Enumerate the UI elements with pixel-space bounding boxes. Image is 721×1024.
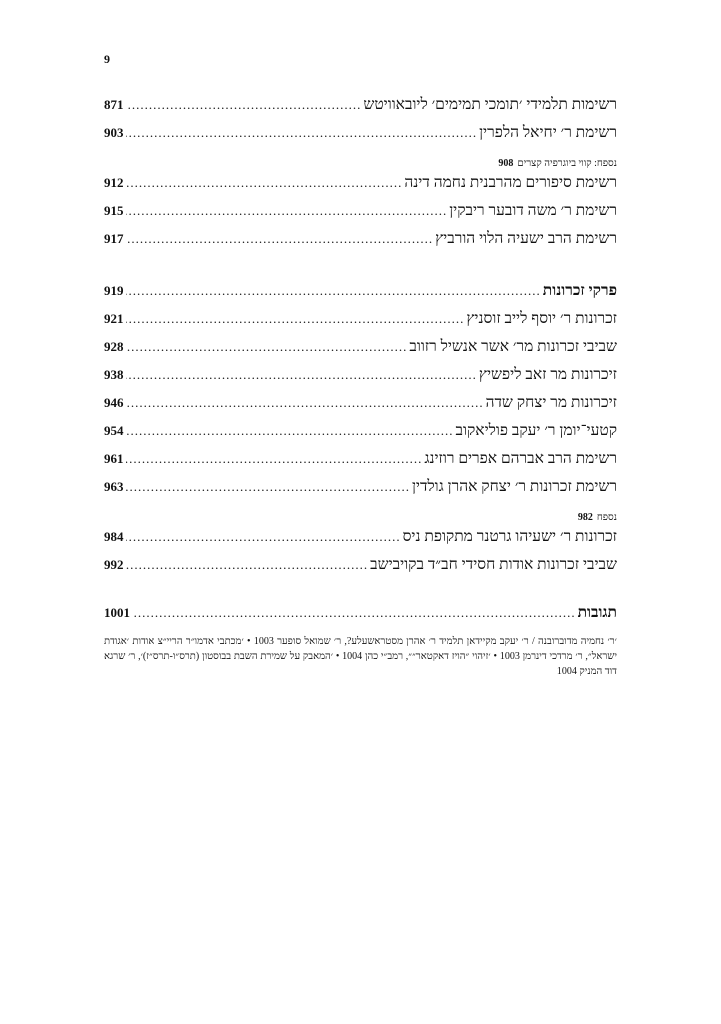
dot-leader xyxy=(126,339,408,355)
toc-entry[interactable] xyxy=(104,230,617,258)
dot-leader xyxy=(126,423,454,439)
toc-entry-page: 984 xyxy=(104,529,124,544)
section-spacer xyxy=(104,258,617,282)
toc-entry-title: רשימות תלמידי ׳תומכי תמימים׳ ליובאוויטש xyxy=(363,96,617,113)
toc-entry-title: רשימת הרב ישעיה הלוי הורביץ xyxy=(435,230,617,247)
toc-entry[interactable] xyxy=(104,394,617,422)
toc-addendum[interactable] xyxy=(104,506,617,528)
dot-leader xyxy=(126,97,362,113)
toc-entry[interactable] xyxy=(104,366,617,394)
toc-section-page: 919 xyxy=(104,283,124,298)
page-number: 9 xyxy=(104,52,110,66)
toc-entry[interactable] xyxy=(104,478,617,506)
dot-leader xyxy=(126,283,541,299)
toc-entry-page: 912 xyxy=(104,175,124,190)
toc-entry-title: רשימת הרב אברהם אפרים רוזינג xyxy=(424,450,617,467)
toc-entry-page: 917 xyxy=(104,231,124,246)
toc-entry-page: 961 xyxy=(104,451,124,466)
toc-entry-page: 903 xyxy=(104,125,124,140)
toc-entry-page: 921 xyxy=(104,311,124,326)
toc-entry-title: זכרונות ר׳ ישעיהו גרטנר מתקופת ניס xyxy=(402,528,617,545)
toc-entry[interactable] xyxy=(104,174,617,202)
dot-leader xyxy=(126,367,477,383)
toc-entry-page: 963 xyxy=(104,479,124,494)
toc-addendum[interactable] xyxy=(104,152,617,174)
toc-addendum-label: נספח: קווי ביוגרפיה קצרים xyxy=(517,157,617,169)
toc-entry[interactable] xyxy=(104,96,617,124)
dot-leader xyxy=(132,605,576,621)
dot-leader xyxy=(126,479,410,495)
dot-leader xyxy=(126,557,369,573)
responses-list: ׳ר׳ נחמיה מדוברובנה / ר׳ יעקב מקיידאן תלמיד ר׳ אהרן מסטראשעלע?, ר׳ שמואל סופער 1003 • ׳מכתבי אדמו״ר הריי״צ אודות ׳אגודת ישראל״, ר׳ מרדכי דינרמן 1003 • ׳זיהוי ״הויז דאקטאר״״, רמב״י כהן 1004 • ׳המאבק על שמירת השבת בבוסטון (תרס״ו-תרס״ז)׳, ר׳ שרגא דוד המניק 1004 xyxy=(104,636,617,677)
table-of-contents xyxy=(104,96,617,679)
toc-entry-page: 992 xyxy=(104,557,124,572)
toc-entry-title: קטעי־יומן ר׳ יעקב פוליאקוב xyxy=(455,422,617,439)
toc-entry[interactable] xyxy=(104,338,617,366)
toc-entry-title: רשימת סיפורים מהרבנית נחמה דינה xyxy=(404,174,617,191)
toc-entry-page: 871 xyxy=(104,97,124,112)
dot-leader xyxy=(126,125,478,141)
toc-entry-title: שביבי זכרונות אודות חסידי חב״ד בקויבישב xyxy=(370,556,617,573)
toc-entry-page: 938 xyxy=(104,367,124,382)
toc-entry-title: רשימת ר׳ יחיאל הלפרין xyxy=(479,124,617,141)
toc-entry-title: רשימת ר׳ משה דובער ריבקין xyxy=(449,202,617,219)
dot-leader xyxy=(126,529,401,545)
toc-section-title: פרקי זכרונות xyxy=(542,282,617,299)
toc-entry-title: זיכרונות מר יצחק שדה xyxy=(485,394,617,411)
toc-entry-title: רשימת זכרונות ר׳ יצחק אהרן גולדין xyxy=(411,478,617,495)
dot-leader xyxy=(126,203,448,219)
toc-entry-title: שביבי זכרונות מר׳ אשר אנשיל רזווב xyxy=(409,338,617,355)
toc-addendum-label: נספח xyxy=(596,511,617,523)
toc-addendum-page: 982 xyxy=(577,511,593,523)
toc-entry[interactable] xyxy=(104,202,617,230)
dot-leader xyxy=(126,175,403,191)
toc-entry-page: 946 xyxy=(104,395,124,410)
toc-entry-page: 915 xyxy=(104,203,124,218)
dot-leader xyxy=(126,451,423,467)
toc-entry-page: 928 xyxy=(104,339,124,354)
toc-entry[interactable] xyxy=(104,556,617,584)
toc-entry-title: זיכרונות מר זאב ליפשיץ xyxy=(478,366,617,383)
toc-section-responses[interactable] xyxy=(104,604,617,632)
section-spacer xyxy=(104,584,617,604)
toc-entry[interactable] xyxy=(104,310,617,338)
dot-leader xyxy=(126,311,465,327)
toc-addendum-page: 908 xyxy=(498,157,514,169)
toc-section-page: 1001 xyxy=(104,605,130,620)
toc-entry-title: זכרונות ר׳ יוסף לייב זוסניץ xyxy=(466,310,617,327)
toc-section-memories[interactable] xyxy=(104,282,617,310)
toc-section-title: תגובות xyxy=(577,604,617,621)
toc-entry[interactable] xyxy=(104,422,617,450)
dot-leader xyxy=(126,395,484,411)
toc-entry[interactable] xyxy=(104,528,617,556)
dot-leader xyxy=(126,231,434,247)
toc-entry-page: 954 xyxy=(104,423,124,438)
toc-entry[interactable] xyxy=(104,450,617,478)
toc-entry[interactable] xyxy=(104,124,617,152)
